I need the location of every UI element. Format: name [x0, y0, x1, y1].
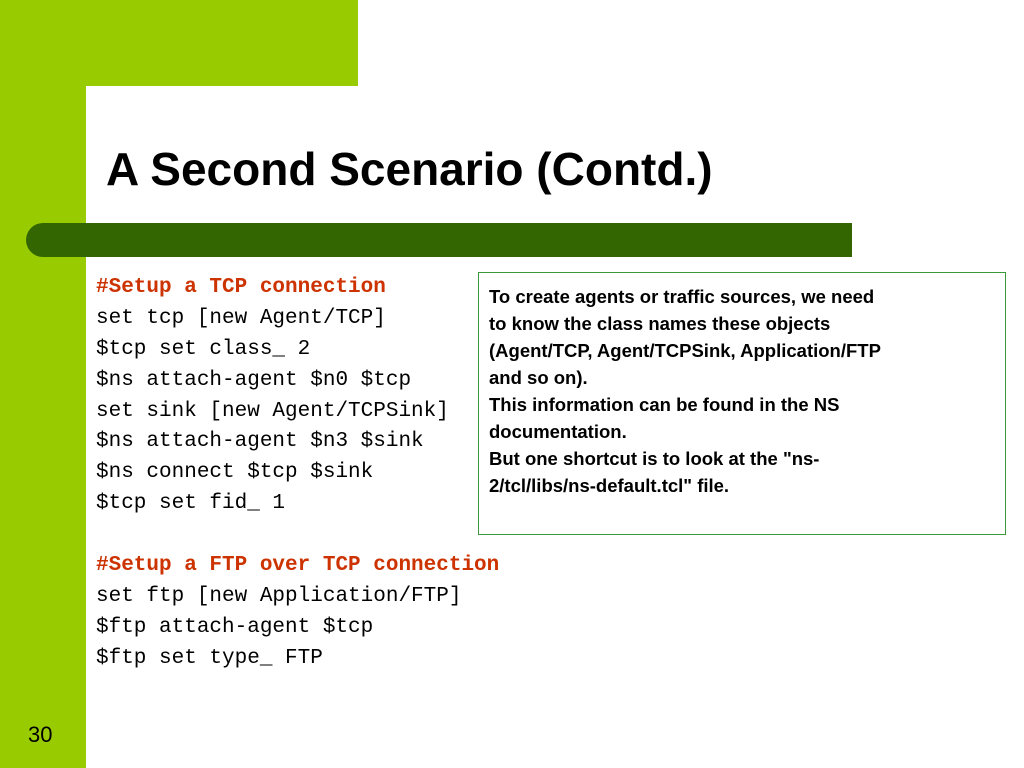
code-line: $tcp set class_ 2 [96, 337, 311, 361]
code-line: $ns connect $tcp $sink [96, 461, 374, 485]
slide-title: A Second Scenario (Contd.) [106, 143, 713, 195]
note-text-line: 2/tcl/libs/ns-default.tcl" file. [489, 475, 730, 496]
frame-top-band [0, 0, 358, 86]
note-text-line: documentation. [489, 421, 627, 442]
note-text-line: But one shortcut is to look at the "ns- [489, 448, 820, 469]
code-line: set sink [new Agent/TCPSink] [96, 399, 449, 423]
code-line: $ns attach-agent $n0 $tcp [96, 368, 412, 392]
code-comment-line: #Setup a TCP connection [96, 276, 386, 299]
code-line: set tcp [new Agent/TCP] [96, 306, 386, 330]
code-line: $ftp set type_ FTP [96, 646, 323, 670]
note-text-line: to know the class names these objects [489, 313, 831, 334]
code-line: set ftp [new Application/FTP] [96, 584, 462, 608]
code-line: $ftp attach-agent $tcp [96, 615, 374, 639]
code-line: $ns attach-agent $n3 $sink [96, 430, 424, 454]
note-text-line: (Agent/TCP, Agent/TCPSink, Application/FTP [489, 340, 881, 361]
title-underline-bar [26, 223, 852, 257]
note-callout [478, 272, 1006, 535]
note-text-line: and so on). [489, 367, 588, 388]
frame-left-band [0, 0, 86, 768]
code-comment-line: #Setup a FTP over TCP connection [96, 554, 500, 578]
note-text-line: To create agents or traffic sources, we need [489, 286, 875, 307]
note-text-line: This information can be found in the NS [489, 394, 840, 415]
page-number: 30 [28, 722, 53, 747]
code-line: $tcp set fid_ 1 [96, 492, 286, 516]
